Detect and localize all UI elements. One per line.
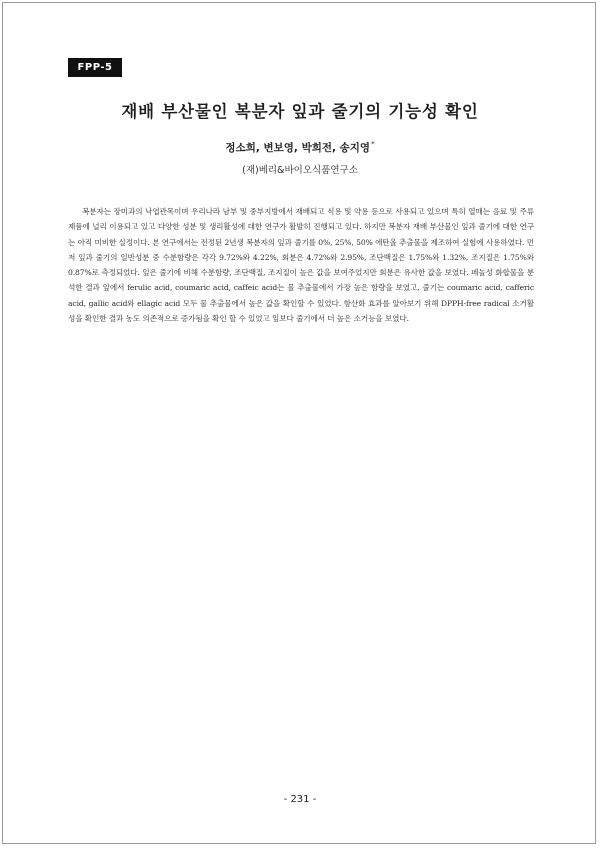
affiliation: (재)베리&바이오식품연구소	[242, 165, 358, 176]
author-names: 정소희, 변보영, 박희전, 송지영	[225, 142, 371, 154]
abstract-body: 복분자는 장미과의 낙엽관목이며 우리나라 남부 및 중부지방에서 재배되고 식용 및 약용 등으로 사용되고 있으며 특히 열매는 음료 및 주류제품에 널리 이용되고 있고 다양한 성분 및 생리활성에 대한 연구가 활발히 진행되고 있다. 하지만 복분자 재배 부산물인 잎과 줄기에 대한 연구는 아직 미비한 실정이다. 본 연구에서는 전정된 2년생 복분자의 잎과 줄기를 0%, 25%, 50% 에탄올 추출물을 제조하여 실험에 사용하였다. 먼저 잎과 줄기의 일반성분 중 수분함량은 각각 9.72%와 4.22%, 회분은 4.72%와 2.95%, 조단백질은 1.75%와 1.32%, 조지질은 1.75%와 0.87%로 측정되었다. 잎은 줄기에 비해 수분함량, 조단백질, 조지질이 높은 값을 보여주었지만 회분은 유사한 값을 보였다. 페놀성 화합물을 분석한 결과 잎에서 ferulic acid, coumaric acid, caffeic acid는 물 추출물에서 가장 높은 함량을 보였고, 줄기는 coumaric acid, cafferic acid, gallic acid와 ellagic acid 모두 물 추출물에서 높은 값을 확인할 수 있었다. 항산화 효과를 알아보기 위해 DPPH-free radical 소거활성을 확인한 결과 농도 의존적으로 증가됨을 확인 할 수 있었고 잎보다 줄기에서 더 높은 소거능을 보였다.	[68, 207, 534, 324]
paper-title: 재배 부산물인 복분자 잎과 줄기의 기능성 확인	[121, 102, 479, 121]
author-line	[0, 140, 600, 155]
corresponding-author-mark: *	[371, 140, 375, 148]
page-border	[2, 2, 596, 844]
page-number: - 231 -	[283, 794, 317, 805]
session-code-badge: FPP-5	[68, 58, 122, 77]
